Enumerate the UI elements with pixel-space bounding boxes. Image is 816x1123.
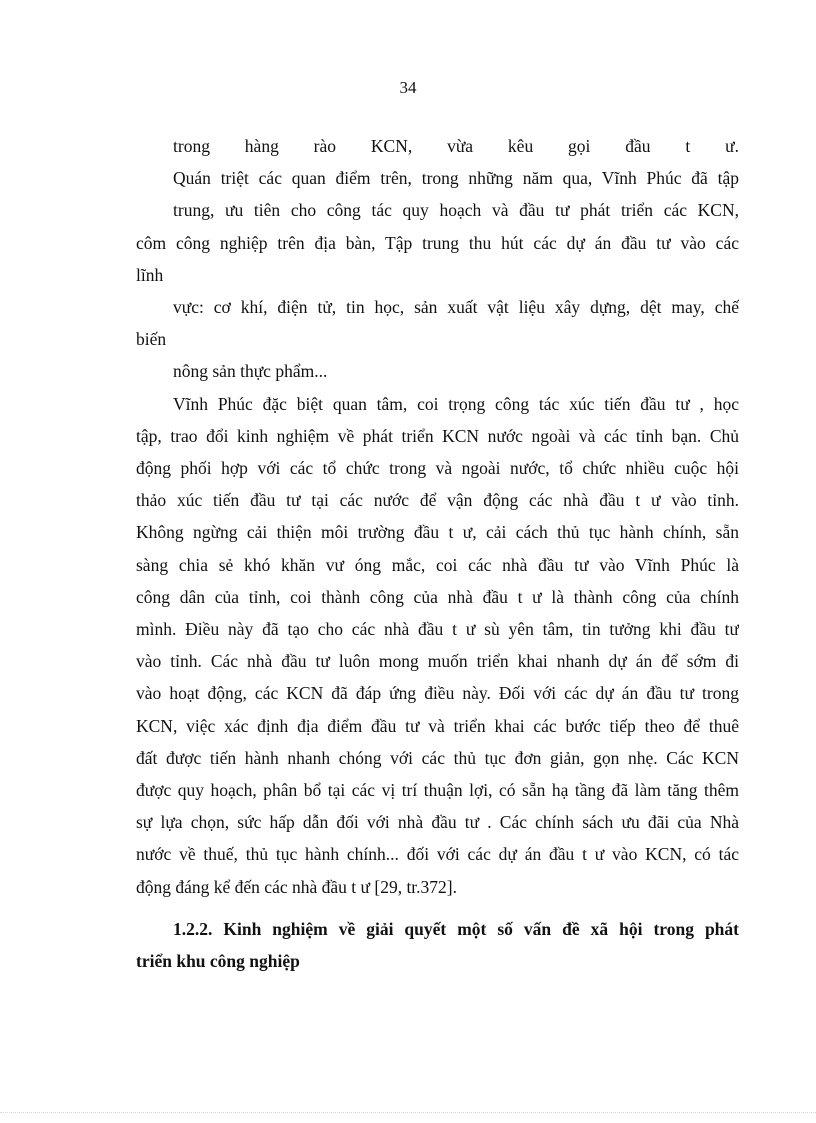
paragraph-line: vực: cơ khí, điện tử, tin học, sản xuất vật liệu xây dựng, dệt may, chế: [173, 297, 739, 318]
paragraph-line: động đáng kể đến các nhà đầu t ư [29, tr.372].: [136, 876, 457, 897]
paragraph-line: côm công nghiệp trên địa bàn, Tập trung thu hút các dự án đầu tư vào các: [136, 232, 739, 253]
paragraph-line: biến: [136, 329, 167, 350]
page-number: 34: [399, 78, 417, 97]
paragraph-line: công dân của tỉnh, coi thành công của nhà đầu t ư là thành công của chính: [136, 586, 739, 607]
paragraph-line: sàng chia sẻ khó khăn vư óng mắc, coi các nhà đầu tư vào Vĩnh Phúc là: [136, 554, 739, 575]
paragraph-line: mình. Điều này đã tạo cho các nhà đầu t ư sù yên tâm, tin tưởng khi đầu tư: [136, 619, 739, 640]
paragraph-line: lĩnh: [136, 264, 164, 285]
section-heading: triển khu công nghiệp: [136, 951, 300, 972]
paragraph-line: nước về thuế, thủ tục hành chính... đối với các dự án đầu t ư vào KCN, có tác: [136, 844, 739, 865]
paragraph-line: Không ngừng cải thiện môi trường đầu t ư, cải cách thủ tục hành chính, sẵn: [136, 522, 739, 543]
paragraph-line: vào hoạt động, các KCN đã đáp ứng điều này. Đối với các dự án đầu tư trong: [136, 683, 739, 704]
paragraph-line: trung, ưu tiên cho công tác quy hoạch và đầu tư phát triển các KCN,: [173, 200, 739, 221]
paragraph-line: động phối hợp với các tổ chức trong và ngoài nước, tổ chức nhiều cuộc hội: [136, 458, 739, 479]
paragraph-line: thảo xúc tiến đầu tư tại các nước để vận động các nhà đầu t ư vào tỉnh.: [136, 490, 739, 511]
paragraph-line: nông sản thực phẩm...: [173, 361, 328, 382]
paragraph-line: đất được tiến hành nhanh chóng với các thủ tục đơn giản, gọn nhẹ. Các KCN: [136, 747, 739, 768]
paragraph-line: Vĩnh Phúc đặc biệt quan tâm, coi trọng công tác xúc tiến đầu tư , học: [173, 393, 739, 414]
paragraph-line: vào tỉnh. Các nhà đầu tư luôn mong muốn triển khai nhanh dự án để sớm đi: [136, 651, 739, 672]
section-heading: 1.2.2. Kinh nghiệm về giải quyết một số vấn đề xã hội trong phát: [173, 918, 739, 939]
paragraph-line: tập, trao đổi kinh nghiệm về phát triển KCN nước ngoài và các tỉnh bạn. Chủ: [136, 425, 739, 446]
paragraph-line: sự lựa chọn, sức hấp dẫn đối với nhà đầu tư . Các chính sách ưu đãi của Nhà: [136, 812, 739, 833]
paragraph-line: Quán triệt các quan điểm trên, trong những năm qua, Vĩnh Phúc đã tập: [173, 168, 739, 189]
paragraph-line: được quy hoạch, phân bổ tại các vị trí thuận lợi, có sẵn hạ tầng đã làm tăng thêm: [136, 780, 739, 801]
body-text: [136, 130, 739, 977]
paragraph-line: KCN, việc xác định địa điểm đầu tư và triển khai các bước tiếp theo để thuê: [136, 715, 739, 736]
paragraph-line: trong hàng rào KCN, vừa kêu gọi đầu t ư.: [173, 136, 739, 156]
page-bottom-divider: [0, 1112, 816, 1113]
